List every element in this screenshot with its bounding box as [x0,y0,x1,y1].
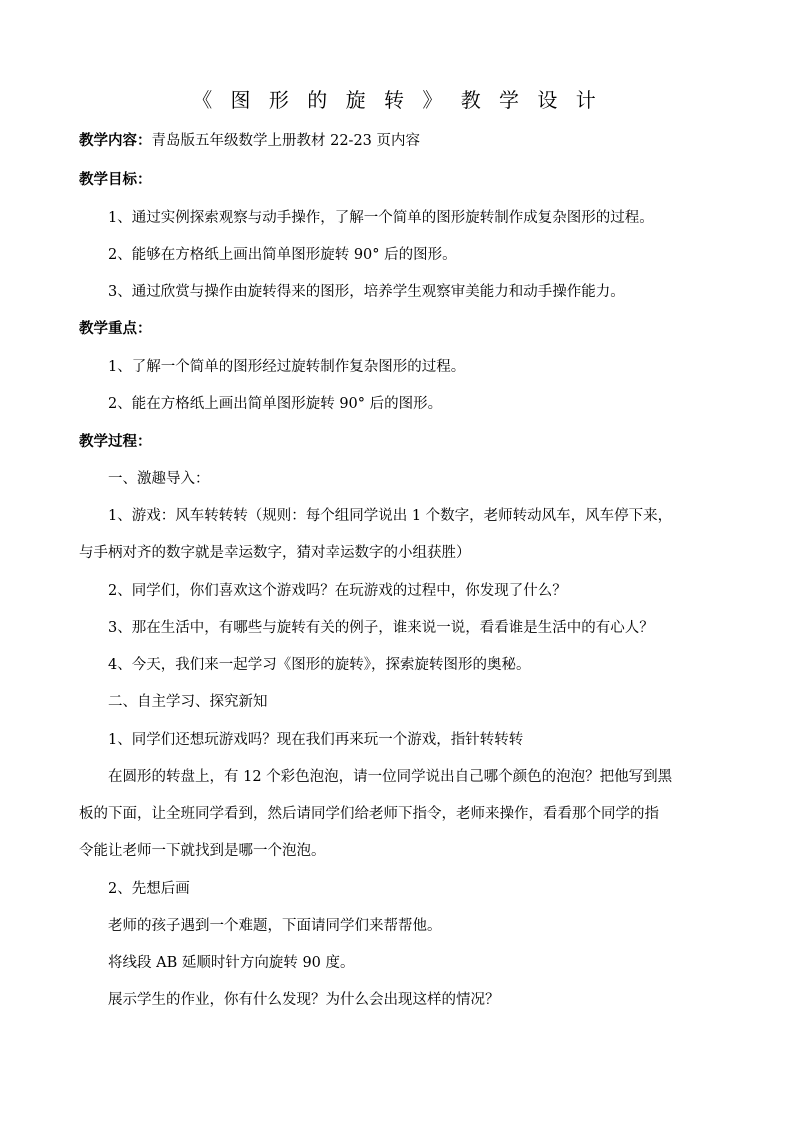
goal-item-3: 3、通过欣赏与操作由旋转得来的图形，培养学生观察审美能力和动手操作能力。 [108,284,625,300]
process-line: 一、激趣导入： [108,471,210,487]
process-line: 在圆形的转盘上，有 12 个彩色泡泡，请一位同学说出自己哪个颜色的泡泡？把他写到黑 [108,769,673,785]
process-line: 二、自主学习、探究新知 [108,694,268,710]
process-line: 将线段 AB 延顺时针方向旋转 90 度。 [108,955,355,971]
key-points-heading: 教学重点： [79,320,152,337]
key-point-item-1: 1、了解一个简单的图形经过旋转制作复杂图形的过程。 [108,359,466,375]
goal-item-2: 2、能够在方格纸上画出简单图形旋转 90° 后的图形。 [108,247,457,263]
teaching-process-heading: 教学过程： [79,433,152,450]
teaching-content-line [79,131,420,151]
process-line: 老师的孩子遇到一个难题，下面请同学们来帮帮他。 [108,918,442,934]
teaching-content-text: 青岛版五年级数学上册教材 22-23 页内容 [151,133,421,149]
process-line: 令能让老师一下就找到是哪一个泡泡。 [79,843,326,859]
teaching-content-label: 教学内容： [79,132,152,149]
process-line: 3、那在生活中，有哪些与旋转有关的例子，谁来说一说，看看谁是生活中的有心人？ [108,620,654,636]
process-line: 1、游戏：风车转转转（规则：每个组同学说出 1 个数字，老师转动风车，风车停下来， [108,508,673,524]
document-title: 《 图 形 的 旋 转 》 教 学 设 计 [192,88,602,112]
process-line: 板的下面，让全班同学看到，然后请同学们给老师下指令，老师来操作，看看那个同学的指 [79,806,659,822]
goal-item-1: 1、通过实例探索观察与动手操作，了解一个简单的图形旋转制作成复杂图形的过程。 [108,210,654,226]
process-line: 2、先想后画 [108,881,190,897]
process-line: 1、同学们还想玩游戏吗？现在我们再来玩一个游戏，指针转转转 [108,732,524,748]
process-line: 2、同学们，你们喜欢这个游戏吗？在玩游戏的过程中，你发现了什么？ [108,583,567,599]
teaching-goals-heading: 教学目标： [79,171,152,188]
process-line: 与手柄对齐的数字就是幸运数字，猜对幸运数字的小组获胜） [79,545,471,561]
process-line: 4、今天，我们来一起学习《图形的旋转》，探索旋转图形的奥秘。 [108,657,531,673]
process-line: 展示学生的作业，你有什么发现？为什么会出现这样的情况？ [108,992,500,1008]
key-point-item-2: 2、能在方格纸上画出简单图形旋转 90° 后的图形。 [108,396,443,412]
